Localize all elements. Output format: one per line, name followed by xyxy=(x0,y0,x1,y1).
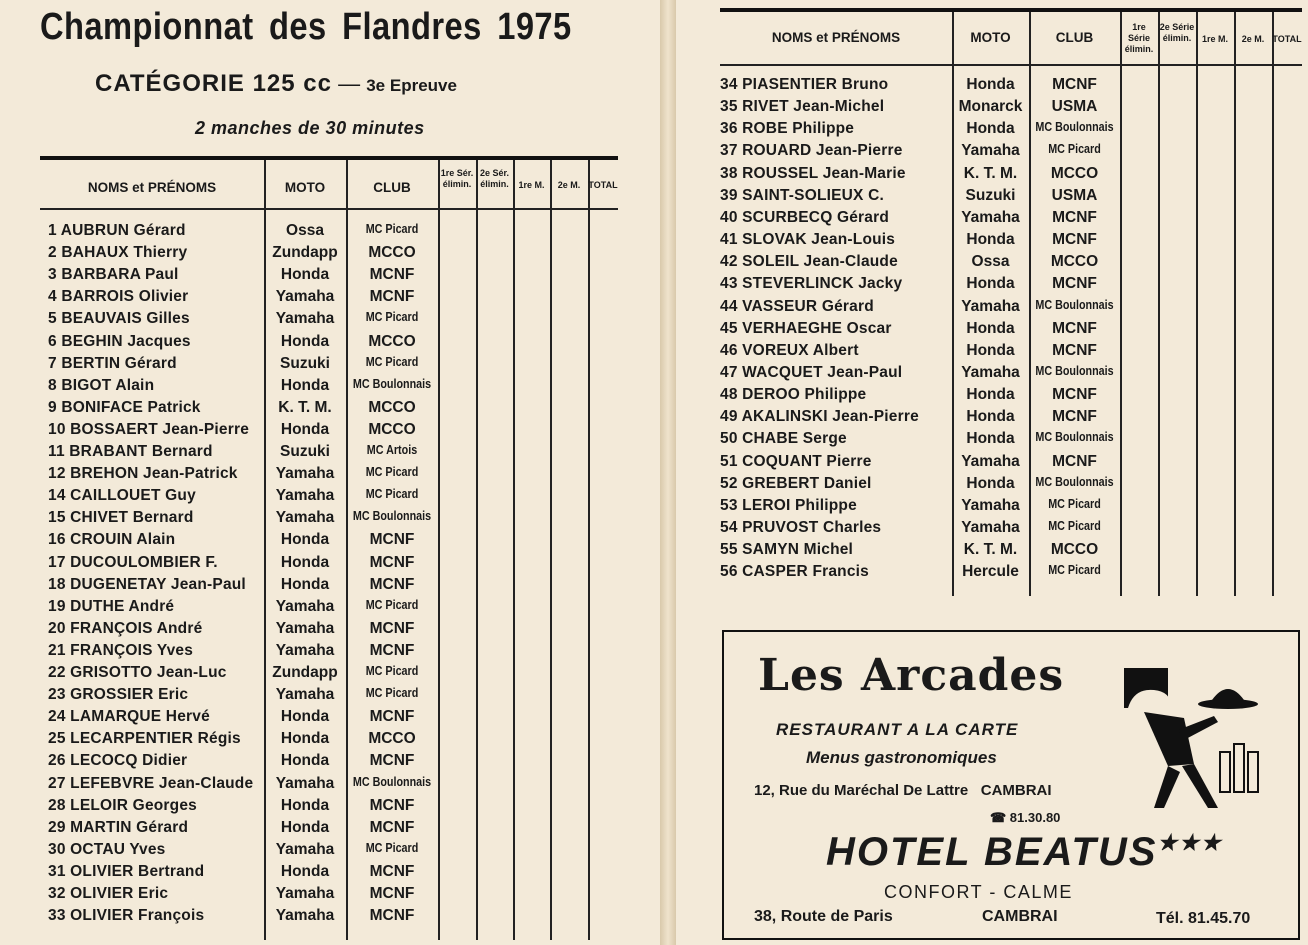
rider-moto: K. T. M. xyxy=(963,541,1018,559)
rider-moto: Zundapp xyxy=(272,244,338,262)
rider-moto: Honda xyxy=(966,231,1015,249)
rider-club: MCNF xyxy=(369,641,415,659)
rider-moto: Yamaha xyxy=(961,496,1020,514)
rider-moto: Honda xyxy=(966,386,1015,404)
rider-name: 54 PRUVOST Charles xyxy=(720,519,882,536)
rider-name: 43 STEVERLINCK Jacky xyxy=(720,275,903,293)
rider-row xyxy=(720,275,1302,297)
rider-club: MCCO xyxy=(368,730,416,748)
riders-table-left xyxy=(40,156,618,940)
ad-city-2: CAMBRAI xyxy=(982,908,1058,925)
ad-menus: Menus gastronomiques xyxy=(806,748,997,767)
rider-club: MCNF xyxy=(369,575,415,593)
ad-address-2: 38, Route de Paris xyxy=(754,908,893,925)
riders-table-right xyxy=(720,8,1302,596)
rider-club: MCNF xyxy=(369,266,415,284)
header-moto: MOTO xyxy=(970,30,1011,45)
ad-restaurant-tagline: RESTAURANT A LA CARTE xyxy=(776,720,1019,739)
rider-club: MC Artois xyxy=(366,443,418,457)
rider-moto: Yamaha xyxy=(275,597,335,615)
rider-club: MCCO xyxy=(368,244,416,262)
header-serie1: 1re Série élimin. xyxy=(1124,22,1154,54)
rider-row xyxy=(40,664,618,686)
rider-club: MC Boulonnais xyxy=(1035,363,1114,378)
rider-name: 19 DUTHE André xyxy=(48,597,175,615)
rider-name: 37 ROUARD Jean-Pierre xyxy=(720,142,903,160)
rider-row xyxy=(720,76,1302,98)
rider-moto: Suzuki xyxy=(965,186,1016,204)
rider-row xyxy=(40,509,618,531)
rider-row xyxy=(40,288,618,310)
rider-row xyxy=(720,453,1302,475)
ad-hotel-tagline: CONFORT - CALME xyxy=(884,882,1073,902)
rider-moto: Honda xyxy=(966,120,1015,138)
ad-phone-1: ☎ 81.30.80 xyxy=(990,810,1061,825)
star-rating-icon: ★★★ xyxy=(1157,830,1223,855)
rider-moto: Yamaha xyxy=(961,208,1020,226)
rider-club: MC Picard xyxy=(1048,142,1101,157)
rider-moto: Honda xyxy=(966,319,1015,337)
rider-club: MC Boulonnais xyxy=(352,376,432,391)
rider-moto: Suzuki xyxy=(280,443,330,460)
rider-club: MCNF xyxy=(369,885,415,902)
rider-club: MC Picard xyxy=(1048,496,1101,511)
rider-name: 46 VOREUX Albert xyxy=(720,341,859,359)
rider-club: MC Picard xyxy=(1048,519,1101,533)
rider-row xyxy=(40,222,618,244)
rider-name: 30 OCTAU Yves xyxy=(48,840,166,858)
rider-row xyxy=(720,541,1302,563)
rider-row xyxy=(720,475,1302,497)
rider-name: 21 FRANÇOIS Yves xyxy=(48,641,194,659)
rider-name: 1 AUBRUN Gérard xyxy=(48,222,186,239)
rider-name: 10 BOSSAERT Jean-Pierre xyxy=(48,420,250,438)
rider-club: MC Boulonnais xyxy=(1035,297,1114,312)
rider-moto: Honda xyxy=(280,553,330,571)
header-total: TOTAL xyxy=(1272,34,1302,44)
rider-name: 44 VASSEUR Gérard xyxy=(720,297,874,315)
rider-club: MCCO xyxy=(368,332,416,350)
rider-moto: Ossa xyxy=(971,253,1010,271)
rider-moto: Yamaha xyxy=(961,142,1020,160)
rider-club: MCCO xyxy=(368,398,416,416)
rider-moto: Yamaha xyxy=(961,519,1020,536)
rider-club: MC Picard xyxy=(1048,563,1101,578)
rider-row xyxy=(40,421,618,443)
rider-row xyxy=(40,708,618,730)
rider-name: 11 BRABANT Bernard xyxy=(48,443,213,460)
header-moto: MOTO xyxy=(284,180,326,195)
rider-row xyxy=(40,863,618,885)
rider-row xyxy=(40,885,618,907)
rider-moto: Honda xyxy=(966,474,1015,492)
rider-club: MC Picard xyxy=(365,840,419,855)
rider-moto: Yamaha xyxy=(275,509,335,527)
rider-row xyxy=(40,686,618,708)
page-title: Championnat des Flandres 1975 xyxy=(40,6,572,48)
rider-moto: Yamaha xyxy=(275,310,335,328)
rider-name: 36 ROBE Philippe xyxy=(720,120,855,138)
rider-row xyxy=(720,320,1302,342)
rider-name: 41 SLOVAK Jean-Louis xyxy=(720,231,896,249)
rider-name: 35 RIVET Jean-Michel xyxy=(720,98,885,116)
rider-row xyxy=(40,620,618,642)
rider-row xyxy=(40,598,618,620)
rider-moto: Honda xyxy=(280,818,330,836)
rider-name: 26 LECOCQ Didier xyxy=(48,752,188,770)
rider-club: MCNF xyxy=(1052,275,1097,293)
rider-name: 2 BAHAUX Thierry xyxy=(48,244,188,262)
rider-club: MC Picard xyxy=(365,354,419,369)
rider-row xyxy=(720,98,1302,120)
ad-phone-2: Tél. 81.45.70 xyxy=(1156,910,1251,927)
rider-club: MCNF xyxy=(369,907,415,925)
rider-name: 7 BERTIN Gérard xyxy=(48,354,177,372)
rider-name: 48 DEROO Philippe xyxy=(720,386,867,404)
header-serie2: 2e Sér. élimin. xyxy=(479,168,510,189)
rider-row xyxy=(40,310,618,332)
rider-moto: Honda xyxy=(280,862,330,880)
rider-moto: Honda xyxy=(966,76,1015,93)
rider-row xyxy=(720,408,1302,430)
rider-moto: Yamaha xyxy=(961,297,1020,315)
rider-row xyxy=(720,563,1302,585)
rider-club: MCNF xyxy=(369,708,415,726)
rider-moto: Honda xyxy=(280,376,330,394)
rider-club: MCNF xyxy=(369,796,415,814)
rider-name: 24 LAMARQUE Hervé xyxy=(48,708,210,726)
rider-moto: Honda xyxy=(280,752,330,770)
rider-club: MCNF xyxy=(1052,386,1097,404)
rider-club: USMA xyxy=(1051,186,1098,204)
rider-club: MCNF xyxy=(1052,452,1097,470)
rider-club: MCNF xyxy=(369,619,415,637)
rider-club: MCNF xyxy=(369,531,415,549)
rider-row xyxy=(40,377,618,399)
rider-name: 55 SAMYN Michel xyxy=(720,541,854,559)
ad-address-1: 12, Rue du Maréchal De Lattre CAMBRAI xyxy=(754,782,1052,799)
rider-moto: Yamaha xyxy=(275,465,335,483)
rider-club: MCNF xyxy=(369,862,415,880)
rider-row xyxy=(40,554,618,576)
ad-hotel-name: HOTEL BEATUS★★★ xyxy=(826,830,1223,874)
category-heading: CATÉGORIE 125 cc — 3e Epreuve xyxy=(95,70,457,97)
rider-row xyxy=(720,497,1302,519)
rider-moto: Yamaha xyxy=(961,363,1020,381)
rider-name: 50 CHABE Serge xyxy=(720,430,847,448)
rider-name: 53 LEROI Philippe xyxy=(720,496,857,514)
rider-moto: Honda xyxy=(280,420,330,438)
rider-row xyxy=(40,487,618,509)
header-club: CLUB xyxy=(373,180,411,195)
rider-moto: Monarck xyxy=(958,98,1023,116)
rider-row xyxy=(40,266,618,288)
rider-name: 18 DUGENETAY Jean-Paul xyxy=(48,575,246,593)
rider-club: MCNF xyxy=(1052,341,1097,359)
rider-name: 17 DUCOULOMBIER F. xyxy=(48,553,218,571)
rider-club: MCCO xyxy=(1050,541,1099,559)
rider-row xyxy=(40,642,618,664)
rider-name: 5 BEAUVAIS Gilles xyxy=(48,310,190,328)
rider-row xyxy=(40,907,618,929)
rider-row xyxy=(40,797,618,819)
rider-club: MC Picard xyxy=(365,310,419,325)
rider-name: 49 AKALINSKI Jean-Pierre xyxy=(720,408,919,426)
rider-moto: Yamaha xyxy=(961,452,1020,470)
header-m2: 2e M. xyxy=(557,180,581,190)
rider-moto: Yamaha xyxy=(275,907,335,925)
rider-club: MC Picard xyxy=(365,597,419,612)
rider-name: 27 LEFEBVRE Jean-Claude xyxy=(48,774,254,792)
rider-club: MCNF xyxy=(369,818,415,836)
rider-club: MC Picard xyxy=(365,487,419,502)
rider-moto: Honda xyxy=(966,430,1015,448)
rider-moto: Honda xyxy=(280,332,330,350)
rider-name: 8 BIGOT Alain xyxy=(48,376,155,394)
rider-club: MC Picard xyxy=(365,222,419,236)
rider-club: MCCO xyxy=(1050,164,1099,182)
rider-name: 32 OLIVIER Eric xyxy=(48,885,169,902)
rider-row xyxy=(720,209,1302,231)
rider-name: 34 PIASENTIER Bruno xyxy=(720,76,889,93)
rider-row xyxy=(40,399,618,421)
rider-moto: Zundapp xyxy=(272,664,338,681)
rider-name: 56 CASPER Francis xyxy=(720,563,869,581)
rider-name: 45 VERHAEGHE Oscar xyxy=(720,319,892,337)
rider-moto: Honda xyxy=(280,266,330,284)
rider-moto: Honda xyxy=(280,531,330,549)
rider-row xyxy=(40,775,618,797)
rider-row xyxy=(720,430,1302,452)
rider-club: MCNF xyxy=(369,752,415,770)
rider-club: MCNF xyxy=(1052,208,1097,226)
rider-club: MCNF xyxy=(1052,408,1097,426)
rider-name: 28 LELOIR Georges xyxy=(48,796,197,814)
ad-restaurant-name: Les Arcades xyxy=(758,650,1065,701)
rider-moto: K. T. M. xyxy=(963,164,1018,182)
rider-name: 40 SCURBECQ Gérard xyxy=(720,208,889,226)
header-names: NOMS et PRÉNOMS xyxy=(771,30,901,45)
rider-row xyxy=(720,231,1302,253)
rider-row xyxy=(720,253,1302,275)
rider-name: 47 WACQUET Jean-Paul xyxy=(720,363,903,381)
rider-name: 42 SOLEIL Jean-Claude xyxy=(720,253,898,271)
page-gutter xyxy=(660,0,676,945)
header-names: NOMS et PRÉNOMS xyxy=(87,180,217,195)
rider-row xyxy=(40,244,618,266)
rider-row xyxy=(720,187,1302,209)
rider-name: 12 BREHON Jean-Patrick xyxy=(48,465,238,483)
rider-moto: Suzuki xyxy=(280,354,330,372)
header-m2: 2e M. xyxy=(1241,34,1265,44)
rider-moto: Yamaha xyxy=(275,885,335,902)
rider-name: 33 OLIVIER François xyxy=(48,907,205,925)
rider-name: 31 OLIVIER Bertrand xyxy=(48,862,205,880)
rider-row xyxy=(720,120,1302,142)
rider-club: MC Boulonnais xyxy=(352,509,432,524)
rider-club: MCNF xyxy=(369,288,415,306)
rider-club: MCNF xyxy=(1052,319,1097,337)
rider-club: MC Picard xyxy=(365,686,419,701)
rider-moto: Ossa xyxy=(286,222,324,239)
header-total: TOTAL xyxy=(588,180,618,190)
rider-moto: Yamaha xyxy=(275,774,335,792)
rider-name: 25 LECARPENTIER Régis xyxy=(48,730,241,748)
rider-name: 23 GROSSIER Eric xyxy=(48,686,189,704)
rider-name: 39 SAINT-SOLIEUX C. xyxy=(720,186,884,204)
rider-name: 20 FRANÇOIS André xyxy=(48,619,203,637)
rider-moto: Honda xyxy=(280,796,330,814)
rider-moto: Honda xyxy=(280,575,330,593)
rider-club: MC Boulonnais xyxy=(1035,430,1114,445)
rider-moto: Hercule xyxy=(962,563,1019,581)
rider-club: MC Boulonnais xyxy=(352,774,432,789)
rider-row xyxy=(40,443,618,465)
rider-row xyxy=(40,465,618,487)
rider-moto: Honda xyxy=(280,708,330,726)
rider-name: 15 CHIVET Bernard xyxy=(48,509,194,527)
rider-club: MC Boulonnais xyxy=(1035,120,1114,135)
rider-name: 16 CROUIN Alain xyxy=(48,531,176,549)
rider-row xyxy=(40,355,618,377)
rider-row xyxy=(720,342,1302,364)
rider-name: 29 MARTIN Gérard xyxy=(48,818,189,836)
header-club: CLUB xyxy=(1055,30,1094,45)
rider-row xyxy=(720,386,1302,408)
race-format: 2 manches de 30 minutes xyxy=(195,118,425,138)
rider-club: MC Boulonnais xyxy=(1035,474,1114,489)
rider-moto: Yamaha xyxy=(275,619,335,637)
rider-moto: Honda xyxy=(966,275,1015,293)
rider-row xyxy=(720,165,1302,187)
header-serie1: 1re Sér. élimin. xyxy=(440,168,474,189)
rider-name: 38 ROUSSEL Jean-Marie xyxy=(720,164,906,182)
chef-illustration-icon xyxy=(1124,668,1264,818)
rider-name: 3 BARBARA Paul xyxy=(48,266,179,284)
rider-club: USMA xyxy=(1051,98,1098,116)
rider-row xyxy=(720,298,1302,320)
rider-name: 51 COQUANT Pierre xyxy=(720,452,872,470)
rider-moto: Yamaha xyxy=(275,487,335,505)
rider-name: 22 GRISOTTO Jean-Luc xyxy=(48,664,227,681)
rider-name: 9 BONIFACE Patrick xyxy=(48,398,201,416)
rider-name: 6 BEGHIN Jacques xyxy=(48,332,191,350)
rider-club: MCNF xyxy=(1052,231,1097,249)
rider-club: MCCO xyxy=(368,420,416,438)
rider-row xyxy=(40,819,618,841)
rider-club: MC Picard xyxy=(365,465,419,480)
rider-name: 14 CAILLOUET Guy xyxy=(48,487,196,505)
rider-row xyxy=(720,519,1302,541)
rider-club: MCNF xyxy=(1052,76,1097,93)
rider-club: MCNF xyxy=(369,553,415,571)
rider-moto: Yamaha xyxy=(275,641,335,659)
rider-moto: Honda xyxy=(280,730,330,748)
rider-row xyxy=(720,364,1302,386)
advertisement xyxy=(722,630,1300,940)
rider-row xyxy=(720,142,1302,164)
rider-row xyxy=(40,531,618,553)
header-serie2: 2e Série élimin. xyxy=(1159,22,1195,43)
header-m1: 1re M. xyxy=(1201,34,1228,44)
rider-name: 52 GREBERT Daniel xyxy=(720,474,872,492)
rider-moto: Yamaha xyxy=(275,288,335,306)
rider-moto: K. T. M. xyxy=(278,398,332,416)
rider-moto: Yamaha xyxy=(275,686,335,704)
rider-row xyxy=(40,576,618,598)
rider-club: MC Picard xyxy=(365,664,419,678)
rider-row xyxy=(40,730,618,752)
rider-club: MCCO xyxy=(1050,253,1099,271)
rider-moto: Yamaha xyxy=(275,840,335,858)
rider-moto: Honda xyxy=(966,341,1015,359)
rider-row xyxy=(40,333,618,355)
header-m1: 1re M. xyxy=(518,180,545,190)
rider-moto: Honda xyxy=(966,408,1015,426)
rider-name: 4 BARROIS Olivier xyxy=(48,288,189,306)
rider-row xyxy=(40,841,618,863)
rider-row xyxy=(40,752,618,774)
